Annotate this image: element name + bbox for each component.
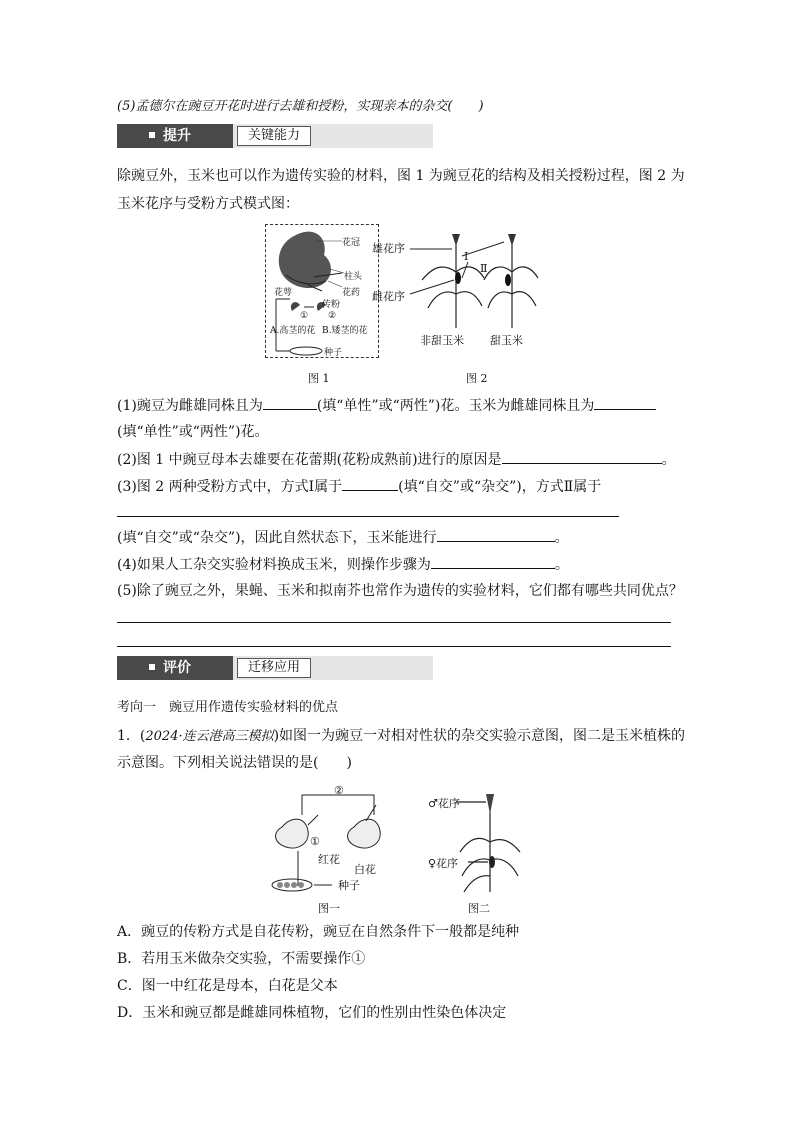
question-3-line-1: [117, 476, 601, 497]
q2-blank[interactable]: [502, 449, 662, 464]
label-seed: 种子: [338, 879, 360, 892]
q5-answer-line-1[interactable]: [117, 622, 671, 623]
q3-text-c: (填“自交”或“杂交”)，因此自然状态下，玉米能进行: [117, 530, 437, 546]
label-white-flower: 白花: [354, 863, 376, 876]
label-step-1: ①: [300, 311, 309, 321]
square-bullet-icon: [149, 664, 155, 670]
label-step-2: ②: [328, 311, 337, 321]
label-tall-flower: A.高茎的花: [270, 326, 316, 336]
question-5: (5)除了豌豆之外，果蝇、玉米和拟南芥也常作为遗传的实验材料，它们都有哪些共同优点？: [117, 583, 683, 599]
section-banner-pingjia: [117, 656, 433, 680]
q1-blank-2[interactable]: [594, 395, 656, 410]
label-method-I: I: [464, 250, 469, 263]
item-1-line-1: [117, 726, 685, 747]
option-a[interactable]: A．豌豆的传粉方式是自花传粉，豌豆在自然条件下一般都是纯种: [117, 924, 520, 940]
option-d[interactable]: D．玉米和豌豆都是雌雄同株植物，它们的性别由性染色体决定: [117, 1005, 507, 1021]
label-huae: 花萼: [274, 288, 293, 298]
square-bullet-icon: [149, 132, 155, 138]
label-zhutou: 柱头: [344, 272, 363, 282]
banner-main: [117, 656, 233, 680]
banner-tag: 关键能力: [237, 126, 311, 146]
q3-answer-line[interactable]: [117, 516, 619, 517]
question-2: [117, 449, 676, 470]
intro-line-2: 玉米花序与受粉方式模式图：: [117, 196, 299, 212]
banner-main-text: 评价: [163, 660, 191, 676]
banner-main: [117, 124, 233, 148]
figure-yi-caption: 图一: [318, 902, 340, 915]
label-nonsweet-corn: 非甜玉米: [420, 334, 464, 347]
q3-end: 。: [554, 530, 569, 546]
question-1-line-2: (填“单性”或“两性”)花。: [117, 424, 269, 440]
figure-1-caption: 图 1: [308, 372, 330, 385]
question-3-line-2: [117, 527, 569, 548]
intro-line-1: 除豌豆外，玉米也可以作为遗传实验的材料，图 1 为豌豆花的结构及相关授粉过程，图 2 为: [117, 168, 685, 184]
label-huaguan: 花冠: [342, 238, 361, 248]
q3-blank-3[interactable]: [437, 527, 555, 542]
label-short-flower: B.矮茎的花: [322, 326, 368, 336]
q4-text: (4)如果人工杂交实验材料换成玉米，则操作步骤为: [117, 557, 431, 573]
option-b[interactable]: B．若用玉米做杂交实验，不需要操作①: [117, 951, 366, 967]
label-chuanfen: 传粉: [322, 300, 341, 310]
q4-end: 。: [554, 557, 569, 573]
figure-1-pea-flower: [265, 224, 379, 358]
label-step-1: ①: [310, 835, 320, 848]
q3-blank-1[interactable]: [342, 476, 398, 491]
figure-2-corn: [372, 232, 542, 352]
section-banner-tisheng: [117, 124, 433, 148]
item1-text-1: )如图一为豌豆一对相对性状的杂交实验示意图，图二是玉米植株的: [273, 728, 686, 744]
q1-text-b: (填“单性”或“两性”)花。玉米为雌雄同株且为: [316, 398, 595, 414]
q1-text-a: (1)豌豆为雌雄同株且为: [117, 398, 263, 414]
item1-source: 2024·连云港高三模拟: [145, 729, 274, 744]
label-male-inflorescence: 雄花序: [372, 242, 405, 255]
previous-question-5: (5)孟德尔在豌豆开花时进行去雄和授粉，实现亲本的杂交( ): [117, 99, 484, 114]
question-4: [117, 554, 569, 575]
banner-main-text: 提升: [163, 128, 191, 144]
label-method-II: Ⅱ: [480, 262, 488, 275]
q3-text-b: (填“自交”或“杂交”)，方式Ⅱ属于: [398, 479, 602, 495]
label-male-inflorescence: ♂花序: [428, 797, 460, 810]
option-c[interactable]: C．图一中红花是母本，白花是父本: [117, 978, 338, 994]
q5-answer-line-2[interactable]: [117, 646, 671, 647]
label-sweet-corn: 甜玉米: [490, 334, 523, 347]
pea-cross-drawing: [262, 785, 392, 900]
figure-yi-pea-cross: [262, 785, 392, 900]
figure-er-corn-plant: [428, 792, 528, 896]
q2-end: 。: [661, 452, 676, 468]
label-red-flower: 红花: [318, 853, 340, 866]
kaoxiang-heading: 考向一 豌豆用作遗传实验材料的优点: [117, 700, 339, 715]
label-female-inflorescence: ♀花序: [428, 857, 459, 870]
q3-text-a: (3)图 2 两种受粉方式中，方式Ⅰ属于: [117, 479, 343, 495]
question-1-line-1: [117, 395, 656, 416]
figure-2-caption: 图 2: [466, 372, 488, 385]
q1-blank-1[interactable]: [263, 395, 317, 410]
label-huayao: 花药: [342, 288, 361, 298]
q4-blank[interactable]: [431, 554, 555, 569]
q2-text: (2)图 1 中豌豆母本去雄要在花蕾期(花粉成熟前)进行的原因是: [117, 452, 502, 468]
label-step-2: ②: [334, 784, 344, 797]
label-seed: 种子: [324, 348, 343, 358]
label-female-inflorescence: 雌花序: [372, 290, 405, 303]
item-1-line-2: 示意图。下列相关说法错误的是( ): [117, 755, 352, 771]
item1-prefix: 1．(: [117, 728, 146, 744]
figure-er-caption: 图二: [468, 902, 490, 915]
banner-tag: 迁移应用: [237, 658, 311, 678]
